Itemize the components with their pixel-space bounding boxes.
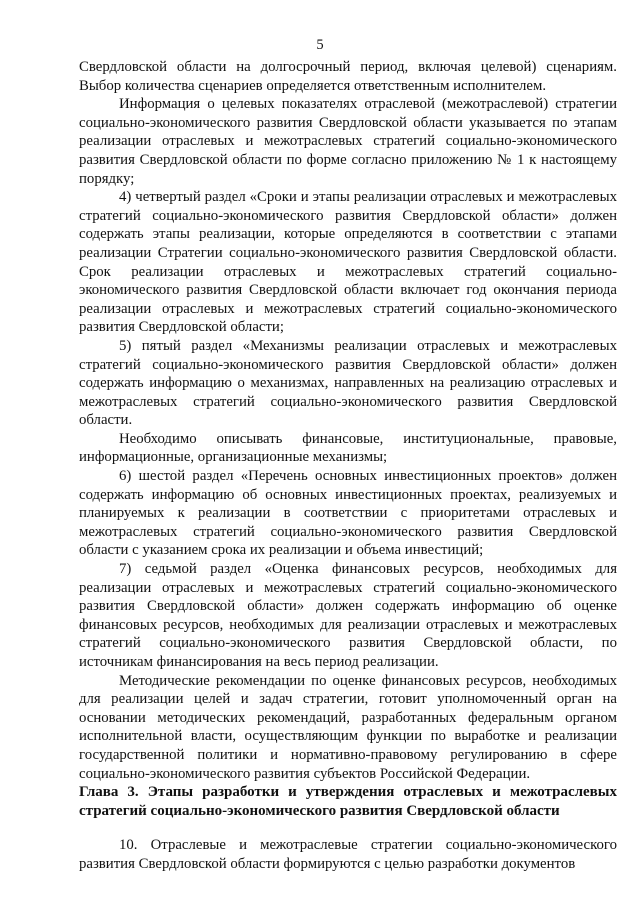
list-item-section-4: 4) четвертый раздел «Сроки и этапы реализации отраслевых и межотраслевых стратегий социально-экономического развития Свердловской области» должен содержать этапы реализации, которые определяются в соответствии с этапами реализации Стратегии социально-экономического развития Свердловской области. Срок реализации отраслевых и межотраслевых стратегий социально-экономического развития Свердловской области включает год окончания периода реализации отраслевых и межотраслевых стратегий социально-экономического развития Свердловской области; xyxy=(79,189,617,336)
document-body xyxy=(79,58,617,873)
list-item-section-6: 6) шестой раздел «Перечень основных инвестиционных проектов» должен содержать информацию об основных инвестиционных проектах, реализуемых и планируемых к реализации в соответствии с приоритетами отраслевых и межотраслевых стратегий социально-экономического развития Свердловской области с указанием срока их реализации и объема инвестиций; xyxy=(79,468,617,559)
paragraph: Свердловской области на долгосрочный период, включая целевой) сценариям. Выбор количества сценариев определяется ответственным исполнителем. xyxy=(79,59,617,94)
paragraph: Необходимо описывать финансовые, институциональные, правовые, информационные, организационные механизмы; xyxy=(79,430,617,466)
paragraph-item-10: 10. Отраслевые и межотраслевые стратегии социально-экономического развития Свердловской области формируются с целью разработки документов xyxy=(79,837,617,872)
chapter-heading: Глава 3. Этапы разработки и утверждения отраслевых и межотраслевых стратегий социально-экономического развития Свердловской области xyxy=(79,784,617,820)
list-item-section-5: 5) пятый раздел «Механизмы реализации отраслевых и межотраслевых стратегий социально-экономического развития Свердловской области» должен содержать информацию о механизмах, направленных на реализацию отраслевых и межотраслевых стратегий социально-экономического развития Свердловской области. xyxy=(79,337,617,429)
list-item-section-7: 7) седьмой раздел «Оценка финансовых ресурсов, необходимых для реализации отраслевых и межотраслевых стратегий социально-экономического развития Свердловской области» должен содержать информацию об оценке финансовых ресурсов, необходимых для реализации отраслевых и межотраслевых стратегий социально-экономического развития Свердловской области, по источникам финансирования на весь период реализации. xyxy=(79,561,617,670)
paragraph: Методические рекомендации по оценке финансовых ресурсов, необходимых для реализации целей и задач стратегии, готовит уполномоченный орган на основании методических рекомендаций, разработанных федеральным органом исполнительной власти, осуществляющим функции по выработке и реализации государственной политики и нормативно-правовому регулированию в сфере социально-экономического развития субъектов Российской Федерации. xyxy=(79,672,617,782)
page-number: 5 xyxy=(316,37,324,53)
paragraph: Информация о целевых показателях отраслевой (межотраслевой) стратегии социально-экономического развития Свердловской области указывается по этапам реализации отраслевых и межотраслевых стратегий социально-экономического развития Свердловской области по форме согласно приложению № 1 к настоящему порядку; xyxy=(79,96,617,187)
